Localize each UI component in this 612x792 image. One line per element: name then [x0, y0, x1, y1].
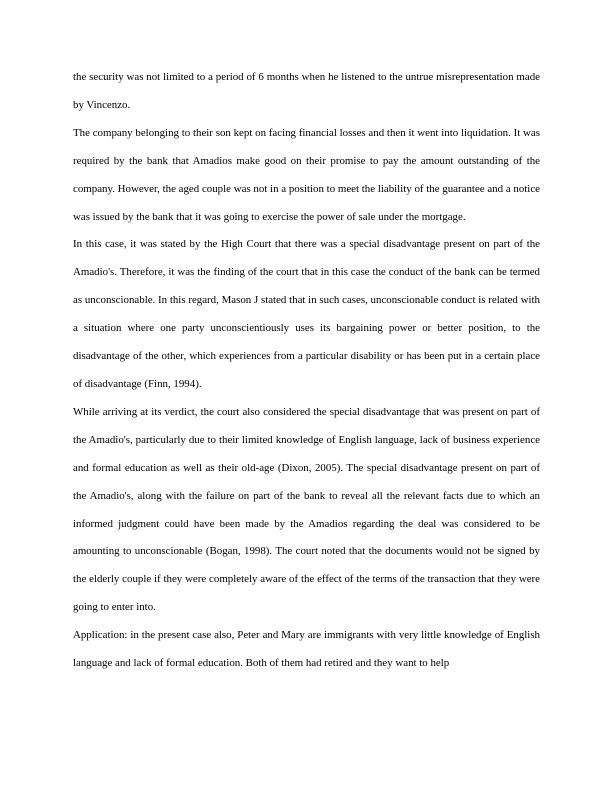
paragraph-court-verdict: While arriving at its verdict, the court also considered the special disadvantage that was present on part of the Amadio's, particularly due to their limited knowledge of English language, lack of business experience and formal education as well as their old-age (Dixon, 2005). The special disadvantage present on part of the Amadio's, along with the failure on part of the bank to reveal all the relevant facts due to which an informed judgment could have been made by the Amadios regarding the deal was considered to be amounting to unconscionable (Bogan, 1998). The court noted that the documents would not be signed by the elderly couple if they were completely aware of the effect of the terms of the transaction that they were going to enter into. — [73, 405, 540, 614]
paragraph-high-court-finding: In this case, it was stated by the High Court that there was a special disadvantage present on part of the Amadio's. Therefore, it was the finding of the court that in this case the conduct of the bank can be termed as unconscionable. In this regard, Mason J stated that in such cases, unconscionable conduct is related with a situation where one party unconscientiously uses its bargaining power or better position, to the disadvantage of the other, which experiences from a particular disability or has been put in a certain place of disadvantage (Finn, 1994). — [73, 238, 540, 390]
paragraph-security-continuation: the security was not limited to a period of 6 months when he listened to the untrue misrepresentation made by Vincenzo. — [73, 71, 540, 111]
paragraph-company-liquidation: The company belonging to their son kept on facing financial losses and then it went into liquidation. It was required by the bank that Amadios make good on their promise to pay the amount outstanding of the company. However, the aged couple was not in a position to meet the liability of the guarantee and a notice was issued by the bank that it was going to exercise the power of sale under the mortgage. — [73, 126, 540, 223]
document-page — [73, 64, 540, 678]
paragraph-application: Application: in the present case also, Peter and Mary are immigrants with very little knowledge of English language and lack of formal education. Both of them had retired and they want to help — [73, 629, 540, 670]
